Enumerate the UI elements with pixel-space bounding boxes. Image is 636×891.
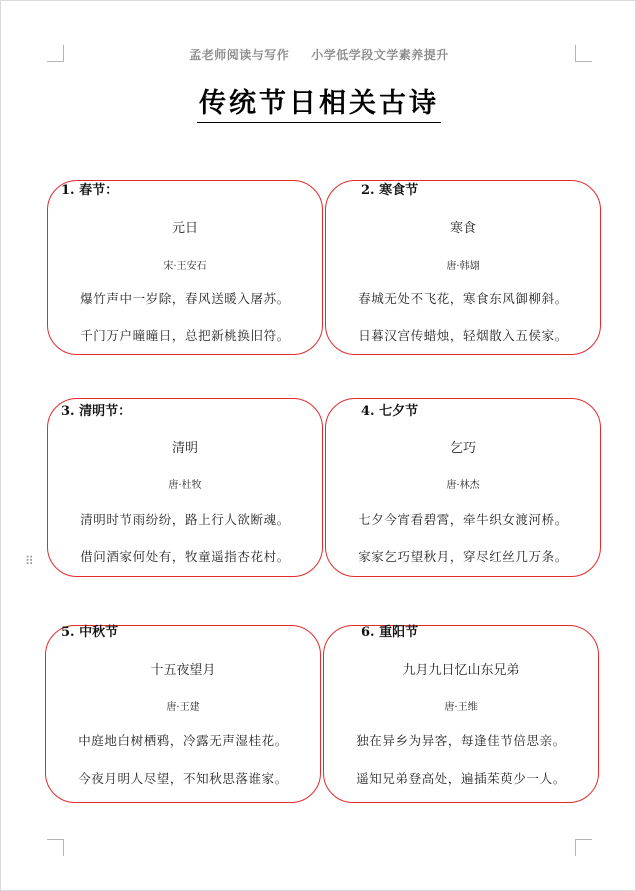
poem-line: 千门万户曈曈日，总把新桃换旧符。 — [80, 328, 290, 343]
page-title — [1, 81, 636, 123]
poem-title: 寒食 — [449, 221, 476, 236]
card-label: 6. 重阳节 — [361, 625, 419, 640]
poem-line: 日暮汉宫传蜡烛，轻烟散入五侯家。 — [358, 328, 568, 343]
poem-author: 宋·王安石 — [163, 261, 207, 272]
poem-line: 中庭地白树栖鸦，冷露无声湿桂花。 — [78, 733, 288, 748]
poem-author: 唐·韩翃 — [446, 261, 480, 272]
poem-line: 七夕今宵看碧霄，牵牛织女渡河桥。 — [358, 512, 568, 527]
poem-title: 九月九日忆山东兄弟 — [402, 663, 520, 678]
poem-line: 家家乞巧望秋月，穿尽红丝几万条。 — [358, 549, 568, 564]
poem-line: 今夜月明人尽望，不知秋思落谁家。 — [78, 771, 288, 786]
poem-line: 清明时节雨纷纷，路上行人欲断魂。 — [80, 512, 290, 527]
margin-corner-mark — [575, 839, 592, 856]
poem-author: 唐·王建 — [166, 702, 200, 713]
poem-title: 十五夜望月 — [150, 663, 216, 678]
poem-title: 乞巧 — [449, 441, 476, 456]
poem-title: 元日 — [171, 221, 198, 236]
margin-corner-mark — [47, 839, 64, 856]
card-label: 4. 七夕节 — [361, 404, 419, 419]
poem-title: 清明 — [171, 441, 198, 456]
card-label: 2. 寒食节 — [361, 183, 419, 198]
header-left-text: 孟老师阅读与写作 — [189, 48, 290, 62]
poem-line: 春城无处不飞花，寒食东风御柳斜。 — [358, 291, 568, 306]
poem-line: 爆竹声中一岁除，春风送暖入屠苏。 — [80, 291, 290, 306]
poem-author: 唐·杜牧 — [168, 480, 202, 491]
drag-handle-icon[interactable]: ⠿ — [25, 554, 33, 568]
poem-line: 借问酒家何处有，牧童遥指杏花村。 — [80, 549, 290, 564]
poem-author: 唐·王维 — [444, 702, 478, 713]
card-label: 1. 春节： — [61, 183, 119, 198]
header-right-text: 小学低学段文学素养提升 — [311, 48, 449, 62]
page-header — [1, 46, 636, 63]
poem-author: 唐·林杰 — [446, 480, 480, 491]
card-label: 3. 清明节： — [61, 404, 132, 419]
card-label: 5. 中秋节 — [61, 625, 119, 640]
poem-line: 独在异乡为异客，每逢佳节倍思亲。 — [356, 733, 566, 748]
page-title-text: 传统节日相关古诗 — [197, 81, 441, 123]
poem-line: 遥知兄弟登高处，遍插茱萸少一人。 — [356, 771, 566, 786]
